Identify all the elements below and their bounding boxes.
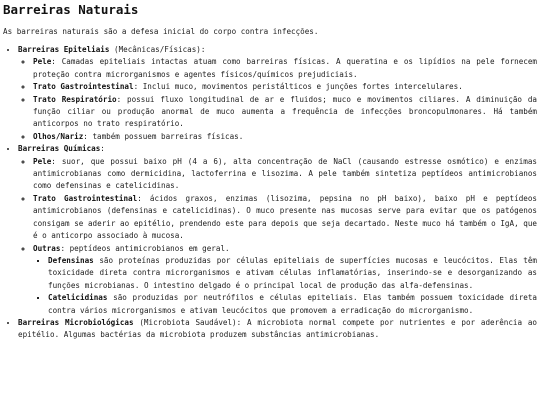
list-item-text: : também possuem barreiras físicas.: [83, 131, 244, 141]
list-item-text: : ácidos graxos, enzimas (lisozima, pepsina no pH baixo), baixo pH e peptídeos antimicrobianos (defensinas e catelicidinas). O muco presente nas mucosas serve para evitar que os patógenos consigam se aderir ao epitélio, prendendo este para depois que seja decartado. Neste muco há também o IgA, que é o anticorpo associado à mucosa.: [33, 193, 537, 241]
list-item-text: : Camadas epiteliais intactas atuam como barreiras físicas. A queratina e os lipídios na pele fornecem proteção contra microrganismos e agentes físicos/químicos prejudiciais.: [33, 57, 537, 79]
list-item-microbiological-barriers: [18, 317, 537, 342]
list-item-skin: [33, 156, 537, 193]
antimicrobial-peptides-sublist: [33, 255, 537, 317]
list-item-label: Trato Gastrointestinal: [33, 193, 138, 203]
list-item-gastrointestinal: [33, 81, 537, 93]
list-item-skin: [33, 56, 537, 81]
list-item-epithelial-barriers: [18, 44, 537, 143]
list-item-text: são proteínas produzidas por células epiteliais de superfícies mucosas e leucócitos. Elas têm toxicidade direta contra microrganismos e ativam células inflamatórias, inserindo-se e desorganizando as funções microbianas. O intestino delgado é o principal local de produção das alfa-defensinas.: [48, 255, 537, 290]
list-item-others: [33, 243, 537, 317]
list-item-respiratory: [33, 94, 537, 131]
barriers-list: [3, 44, 537, 342]
list-item-chemical-barriers: [18, 143, 537, 317]
list-item-text: (Microbiota Saudável): A microbiota normal compete por nutrientes e por aderência ao epitélio. Algumas bactérias da microbiota produzem substâncias antimicrobianas.: [18, 317, 538, 340]
list-item-text: : peptídeos antimicrobianos em geral.: [60, 243, 230, 253]
list-item-text: : suor, que possui baixo pH (4 a 6), alta concentração de NaCl (causando estresse osmótico) e enzimas antimicrobianas como dermicidina, lactoferrina e lisozima. A pele também sintetiza peptídeos antimicrobianos como defensinas e catelicidinas.: [33, 156, 537, 191]
page-title: Barreiras Naturais: [3, 2, 139, 17]
epithelial-barriers-sublist: [18, 56, 537, 143]
intro-paragraph: As barreiras naturais são a defesa inicial do corpo contra infecções.: [3, 27, 319, 36]
list-item-label: Catelicidinas: [48, 293, 108, 303]
list-item-defensins: [48, 255, 537, 292]
list-item-gastrointestinal: [33, 193, 537, 243]
chemical-barriers-sublist: [18, 156, 537, 317]
list-item-label: Defensinas: [48, 255, 94, 265]
list-item-text: (Mecânicas/Físicas):: [109, 45, 206, 54]
list-item-text: : possui fluxo longitudinal de ar e fluidos; muco e movimentos ciliares. A diminuição da função ciliar ou produção anormal de muco aumenta a frequência de infecções broncopulmonares. Há também anticorpos no trato respiratório.: [33, 94, 537, 129]
list-item-label: Trato Respiratório: [33, 94, 117, 104]
list-item-text: são produzidas por neutrófilos e células epiteliais. Elas também possuem toxicidade direta contra vários microrganismos e ativam leucócitos que promovem a erradicação do microrganismo.: [48, 293, 537, 315]
list-item-label: Outras: [33, 243, 61, 253]
list-item-label: Olhos/Nariz: [33, 131, 84, 141]
list-item-label: Barreiras Epiteliais: [18, 45, 110, 54]
list-item-label: Pele: [33, 156, 52, 166]
list-item-text: :: [100, 144, 105, 154]
list-item-label: Barreiras Químicas: [18, 144, 101, 154]
list-item-label: Barreiras Microbiológicas: [18, 317, 134, 327]
list-item-eyes-nose: [33, 131, 537, 143]
list-item-cathelicidins: [48, 292, 537, 317]
list-item-label: Trato Gastrointestinal: [33, 82, 134, 92]
list-item-text: : Inclui muco, movimentos peristálticos e junções fortes intercelulares.: [133, 82, 463, 92]
list-item-label: Pele: [33, 57, 52, 67]
